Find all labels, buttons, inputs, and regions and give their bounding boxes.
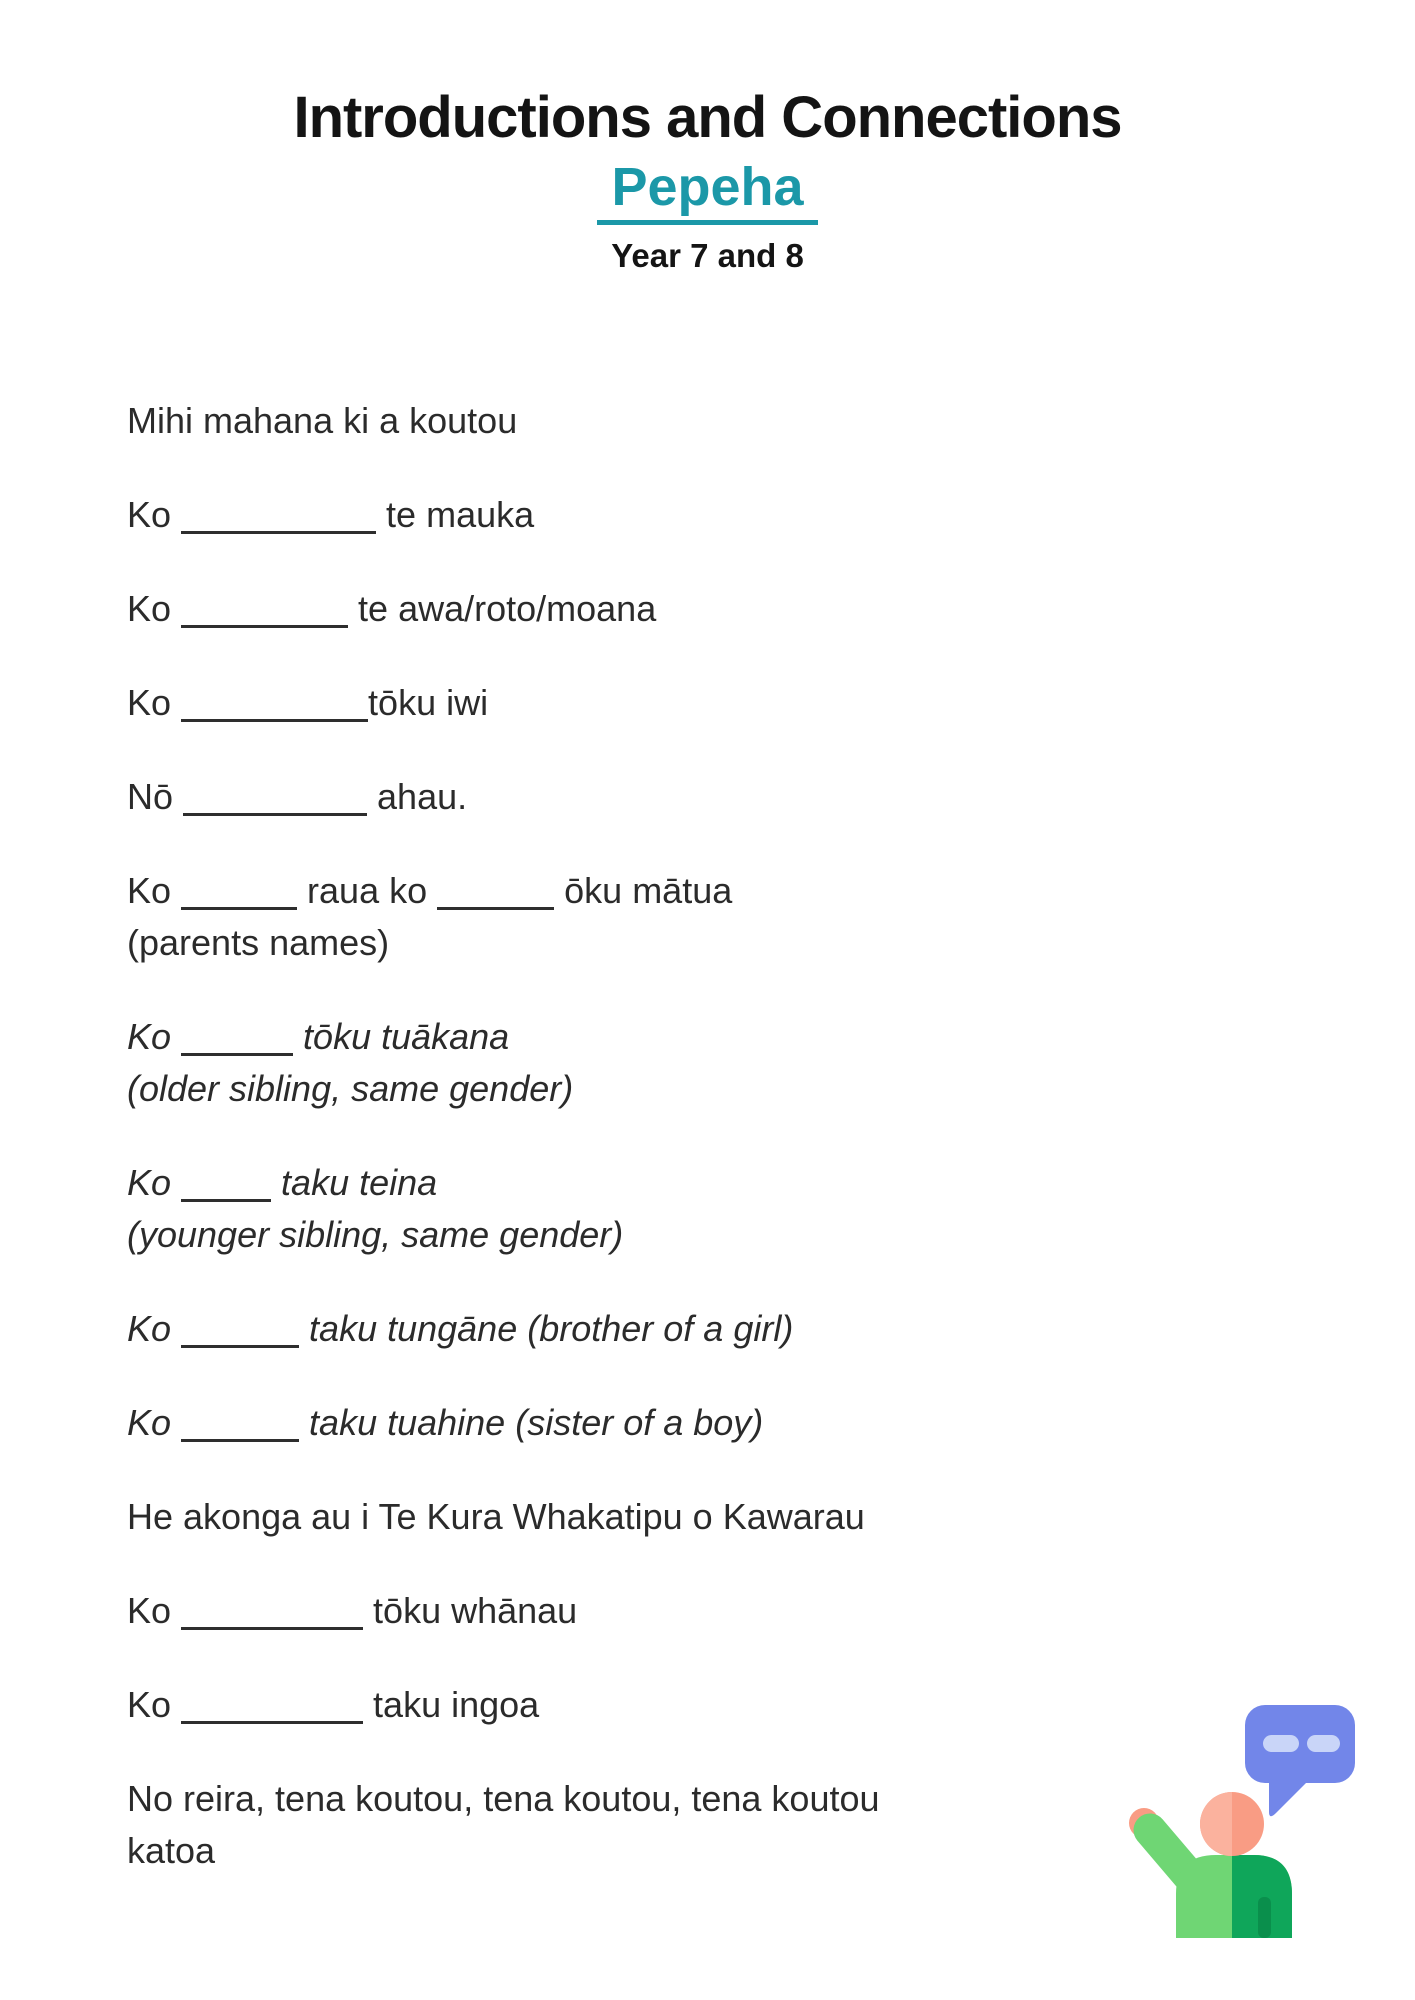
worksheet-line xyxy=(127,395,1415,447)
fill-in-blank[interactable] xyxy=(181,1409,299,1442)
line-text: ahau. xyxy=(367,776,468,818)
line-text: tōku whānau xyxy=(363,1590,578,1632)
person-figure xyxy=(1129,1792,1292,1938)
fill-in-blank[interactable] xyxy=(181,1023,293,1056)
worksheet-line xyxy=(127,1303,1415,1355)
bubble-dash xyxy=(1263,1735,1299,1752)
subtitle-row xyxy=(0,158,1415,225)
line-text: (parents names) xyxy=(127,922,390,964)
chest-detail xyxy=(1258,1897,1271,1938)
worksheet-line xyxy=(127,1157,1415,1261)
line-text: Ko xyxy=(127,1162,182,1204)
line-text: He akonga au i Te Kura Whakatipu o Kawarau xyxy=(127,1496,865,1538)
bubble-dash xyxy=(1307,1735,1340,1752)
line-text: (younger sibling, same gender) xyxy=(127,1214,624,1256)
worksheet-body xyxy=(0,275,1415,1877)
worksheet-line xyxy=(127,771,1415,823)
line-text: Ko xyxy=(127,870,182,912)
line-text: Ko xyxy=(127,1308,182,1350)
line-text: Ko xyxy=(127,682,182,724)
fill-in-blank[interactable] xyxy=(181,1691,363,1724)
speech-bubble-icon xyxy=(1245,1705,1355,1816)
worksheet-line xyxy=(127,677,1415,729)
line-text: taku teina xyxy=(271,1162,438,1204)
line-text: Ko xyxy=(127,494,182,536)
line-text: Mihi mahana ki a koutou xyxy=(127,400,518,442)
line-text: raua ko xyxy=(297,870,438,912)
line-text: No reira, tena koutou, tena koutou, tena koutou xyxy=(127,1778,880,1820)
worksheet-line xyxy=(127,583,1415,635)
line-text: te mauka xyxy=(376,494,535,536)
page-title: Introductions and Connections xyxy=(293,85,1122,150)
line-text: Ko xyxy=(127,1016,182,1058)
fill-in-blank[interactable] xyxy=(181,1169,271,1202)
line-text: taku tungāne (brother of a girl) xyxy=(299,1308,794,1350)
pepeha-link[interactable]: Pepeha xyxy=(597,158,817,225)
fill-in-blank[interactable] xyxy=(181,877,297,910)
fill-in-blank[interactable] xyxy=(181,1315,299,1348)
line-text: Ko xyxy=(127,1684,182,1726)
line-text: Nō xyxy=(127,776,184,818)
line-text: taku ingoa xyxy=(363,1684,540,1726)
fill-in-blank[interactable] xyxy=(181,689,368,722)
head-highlight xyxy=(1200,1792,1232,1856)
line-text: tōku iwi xyxy=(368,682,489,724)
year-level: Year 7 and 8 xyxy=(611,237,804,275)
line-text: Ko xyxy=(127,588,182,630)
worksheet-line xyxy=(127,865,1415,969)
fill-in-blank[interactable] xyxy=(437,877,554,910)
fill-in-blank[interactable] xyxy=(181,595,348,628)
line-text: katoa xyxy=(127,1830,216,1872)
line-text: (older sibling, same gender) xyxy=(127,1068,574,1110)
line-text: taku tuahine (sister of a boy) xyxy=(299,1402,764,1444)
worksheet-line xyxy=(127,1397,1415,1449)
fill-in-blank[interactable] xyxy=(183,783,367,816)
person-waving-illustration xyxy=(1118,1692,1362,1964)
line-text: ōku mātua xyxy=(554,870,733,912)
line-text: te awa/roto/moana xyxy=(348,588,657,630)
worksheet-line xyxy=(127,1585,1415,1637)
fill-in-blank[interactable] xyxy=(181,501,376,534)
worksheet-line xyxy=(127,1011,1415,1115)
worksheet-line xyxy=(127,1491,1415,1543)
worksheet-header xyxy=(0,0,1415,275)
worksheet-line xyxy=(127,489,1415,541)
line-text: Ko xyxy=(127,1590,182,1632)
line-text: tōku tuākana xyxy=(293,1016,510,1058)
fill-in-blank[interactable] xyxy=(181,1597,363,1630)
line-text: Ko xyxy=(127,1402,182,1444)
